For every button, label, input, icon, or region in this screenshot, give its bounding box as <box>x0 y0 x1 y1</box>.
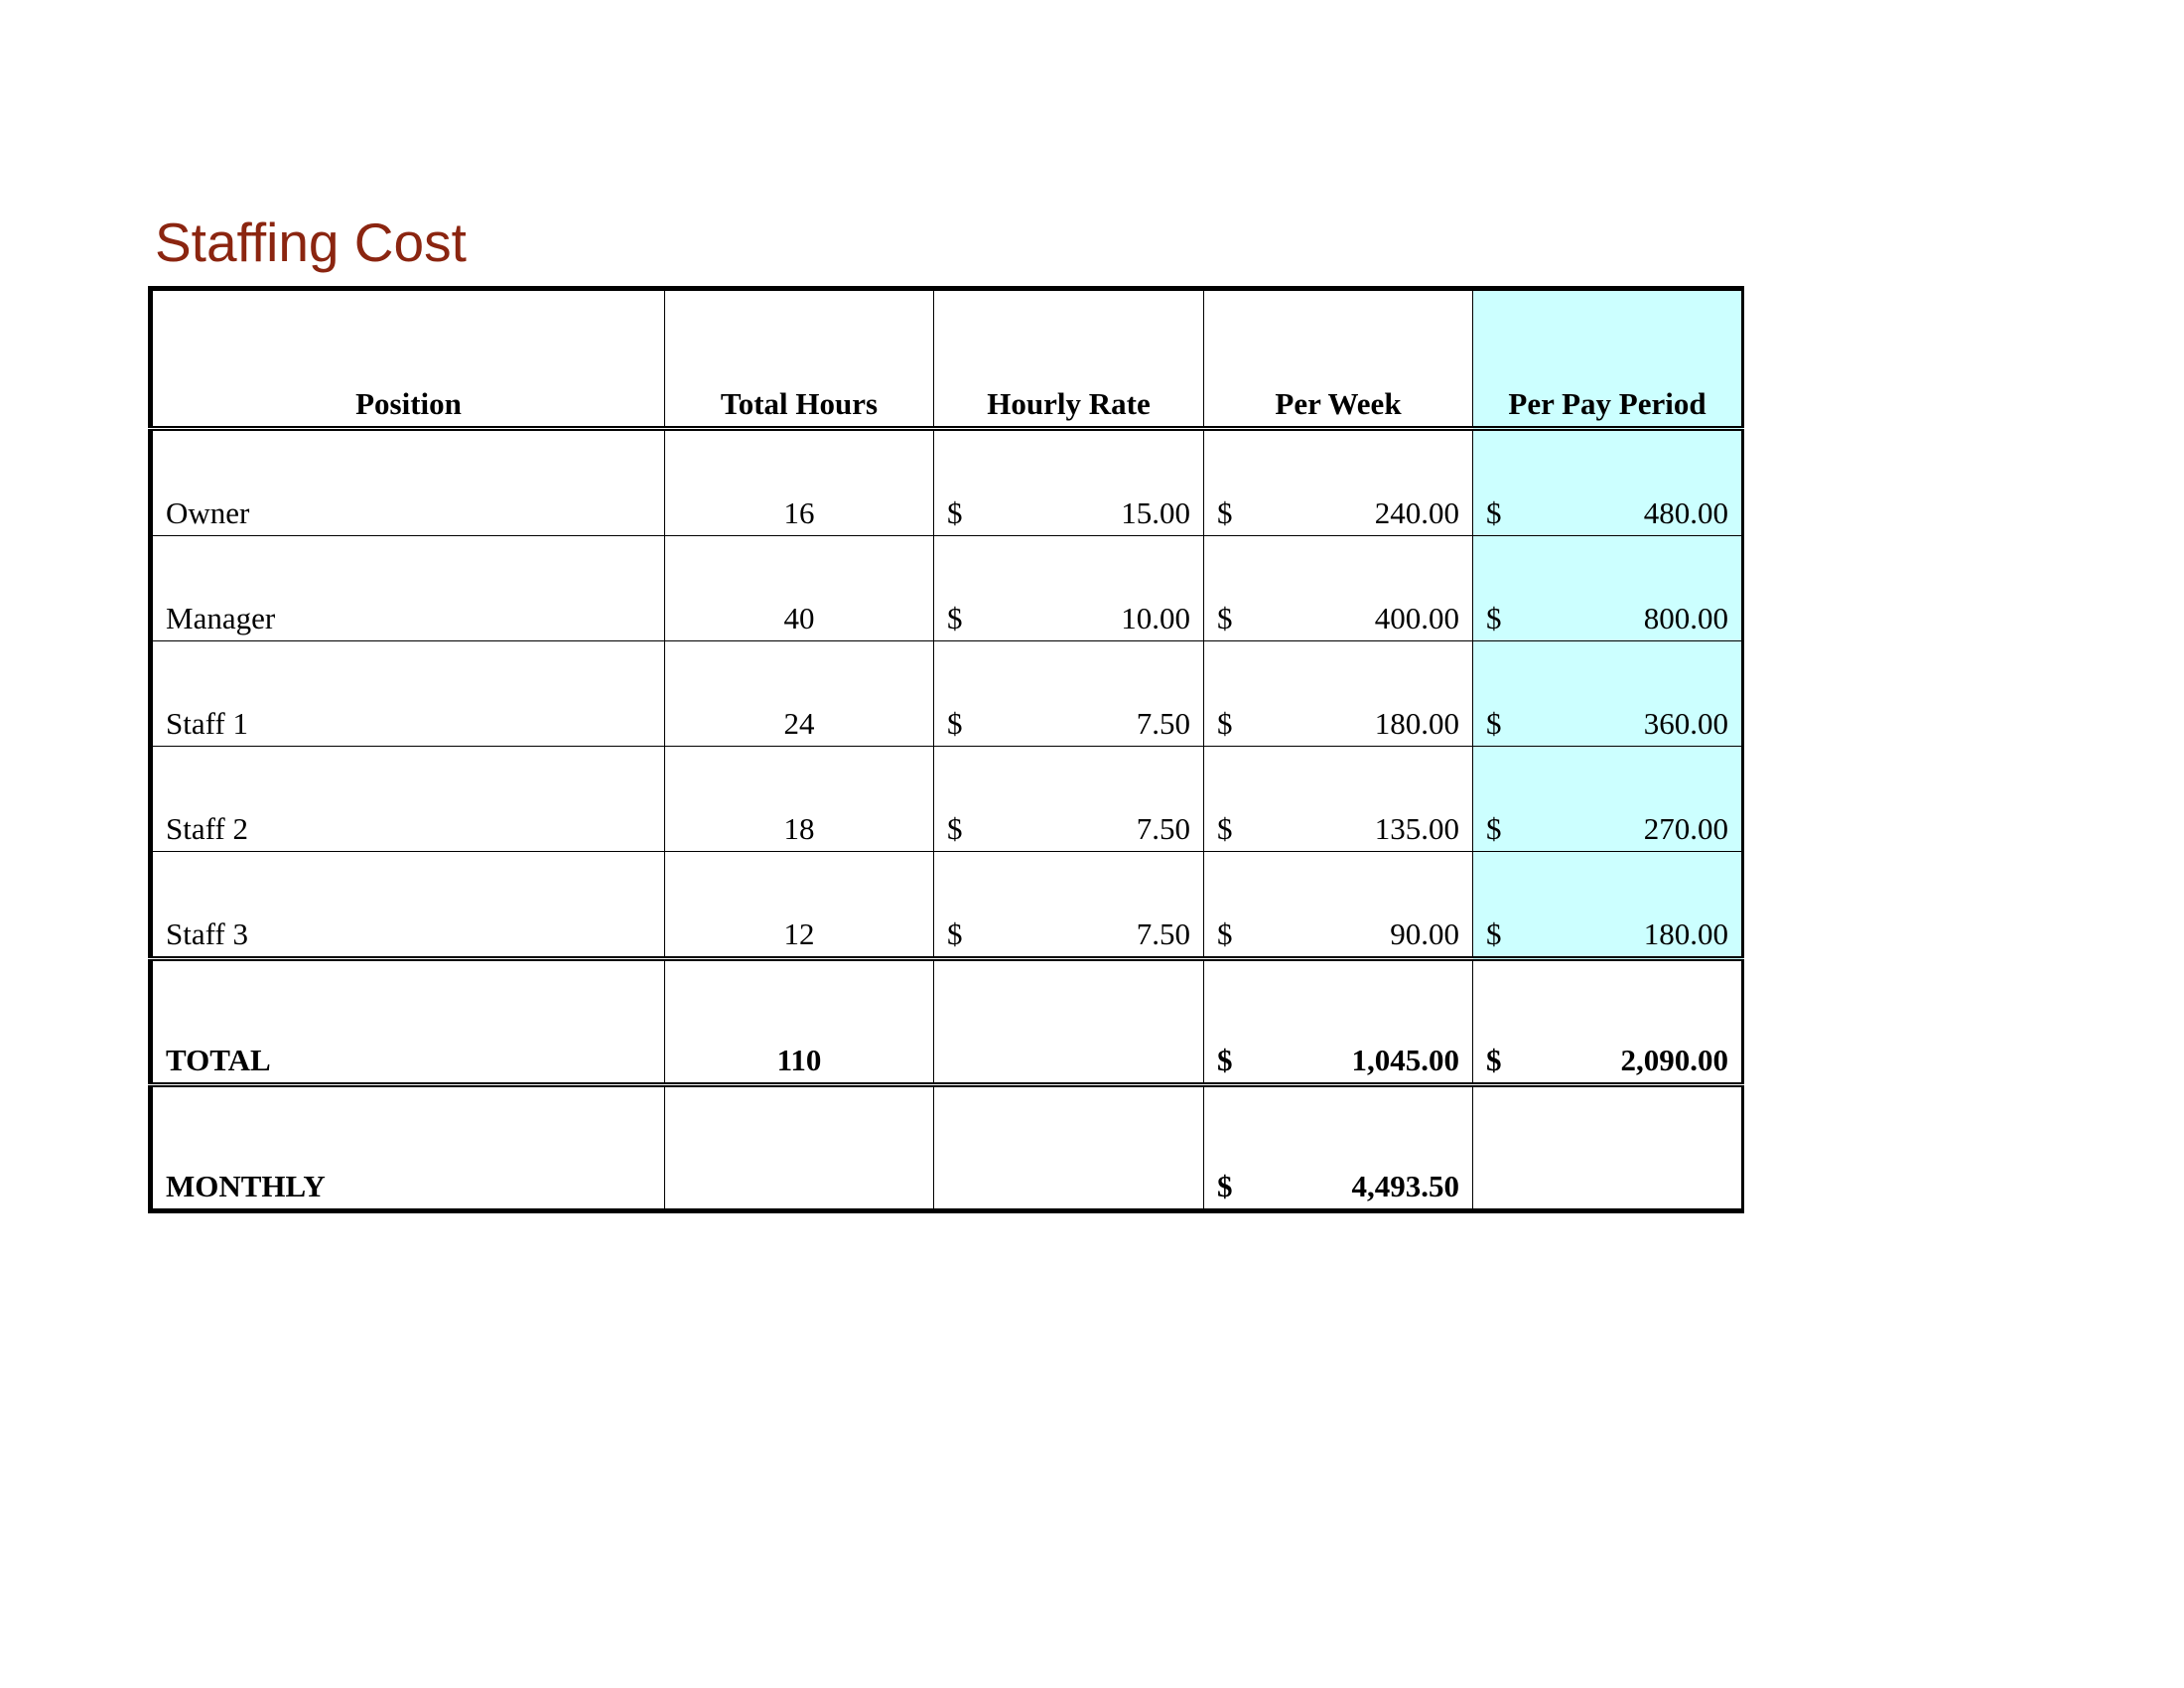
total-hours-cell: 24 <box>665 641 934 747</box>
currency-symbol: $ <box>1486 811 1502 847</box>
per-week-cell <box>1204 747 1473 852</box>
per-week-cell-amount: 180.00 <box>1374 706 1459 742</box>
total-hourly-rate-empty <box>934 959 1204 1085</box>
per-week-cell <box>1204 641 1473 747</box>
per-week-cell <box>1204 852 1473 959</box>
per-week-cell <box>1204 536 1473 641</box>
total-hours-cell: 18 <box>665 747 934 852</box>
table-row <box>151 852 1743 959</box>
per-pay-period-cell <box>1473 429 1743 536</box>
monthly-amount: 4,493.50 <box>1351 1169 1459 1204</box>
currency-symbol: $ <box>1486 495 1502 531</box>
hourly-rate-cell-amount: 7.50 <box>1136 916 1190 952</box>
header-row <box>151 289 1743 429</box>
total-hours-cell: 12 <box>665 852 934 959</box>
per-pay-period-cell-amount: 800.00 <box>1643 601 1728 636</box>
monthly-hours-empty <box>665 1085 934 1211</box>
total-per-pay-period <box>1473 959 1743 1085</box>
table-row <box>151 747 1743 852</box>
currency-symbol: $ <box>1486 916 1502 952</box>
total-per-week-amount: 1,045.00 <box>1351 1043 1459 1078</box>
monthly-rate-empty <box>934 1085 1204 1211</box>
currency-symbol: $ <box>1486 601 1502 636</box>
table-row <box>151 641 1743 747</box>
total-row <box>151 959 1743 1085</box>
total-hours: 110 <box>665 959 934 1085</box>
total-per-pay-period-amount: 2,090.00 <box>1620 1043 1728 1078</box>
staffing-cost-table <box>148 286 1744 1213</box>
per-pay-period-cell-amount: 480.00 <box>1643 495 1728 531</box>
table-row <box>151 536 1743 641</box>
monthly-row <box>151 1085 1743 1211</box>
table-row <box>151 429 1743 536</box>
currency-symbol: $ <box>1217 706 1233 742</box>
hourly-rate-cell-amount: 7.50 <box>1136 811 1190 847</box>
currency-symbol: $ <box>947 495 963 531</box>
currency-symbol: $ <box>1217 811 1233 847</box>
hourly-rate-cell <box>934 641 1204 747</box>
hourly-rate-cell-amount: 10.00 <box>1121 601 1190 636</box>
per-pay-period-cell <box>1473 536 1743 641</box>
monthly-per-week <box>1204 1085 1473 1211</box>
currency-symbol: $ <box>1217 495 1233 531</box>
page-title: Staffing Cost <box>155 211 467 273</box>
per-pay-period-cell-amount: 270.00 <box>1643 811 1728 847</box>
total-hours-cell: 40 <box>665 536 934 641</box>
per-pay-period-cell <box>1473 852 1743 959</box>
per-pay-period-cell <box>1473 747 1743 852</box>
per-week-cell <box>1204 429 1473 536</box>
column-header-per-pay-period: Per Pay Period <box>1473 289 1743 429</box>
position-cell: Staff 3 <box>151 852 665 959</box>
per-pay-period-cell <box>1473 641 1743 747</box>
hourly-rate-cell-amount: 15.00 <box>1121 495 1190 531</box>
per-week-cell-amount: 240.00 <box>1374 495 1459 531</box>
currency-symbol: $ <box>1217 601 1233 636</box>
currency-symbol: $ <box>1217 1169 1233 1204</box>
hourly-rate-cell <box>934 429 1204 536</box>
total-per-week <box>1204 959 1473 1085</box>
currency-symbol: $ <box>947 916 963 952</box>
hourly-rate-cell <box>934 852 1204 959</box>
per-week-cell-amount: 400.00 <box>1374 601 1459 636</box>
currency-symbol: $ <box>1486 1043 1502 1078</box>
per-pay-period-cell-amount: 360.00 <box>1643 706 1728 742</box>
per-pay-period-cell-amount: 180.00 <box>1643 916 1728 952</box>
column-header-position: Position <box>151 289 665 429</box>
total-hours-cell: 16 <box>665 429 934 536</box>
per-week-cell-amount: 90.00 <box>1390 916 1459 952</box>
currency-symbol: $ <box>947 811 963 847</box>
position-cell: Staff 2 <box>151 747 665 852</box>
currency-symbol: $ <box>1217 916 1233 952</box>
total-label: TOTAL <box>151 959 665 1085</box>
monthly-pay-period-empty <box>1473 1085 1743 1211</box>
column-header-hourly-rate: Hourly Rate <box>934 289 1204 429</box>
currency-symbol: $ <box>947 601 963 636</box>
per-week-cell-amount: 135.00 <box>1374 811 1459 847</box>
hourly-rate-cell <box>934 536 1204 641</box>
position-cell: Owner <box>151 429 665 536</box>
position-cell: Manager <box>151 536 665 641</box>
position-cell: Staff 1 <box>151 641 665 747</box>
hourly-rate-cell <box>934 747 1204 852</box>
monthly-label: MONTHLY <box>151 1085 665 1211</box>
column-header-per-week: Per Week <box>1204 289 1473 429</box>
hourly-rate-cell-amount: 7.50 <box>1136 706 1190 742</box>
currency-symbol: $ <box>1486 706 1502 742</box>
currency-symbol: $ <box>947 706 963 742</box>
column-header-total-hours: Total Hours <box>665 289 934 429</box>
currency-symbol: $ <box>1217 1043 1233 1078</box>
